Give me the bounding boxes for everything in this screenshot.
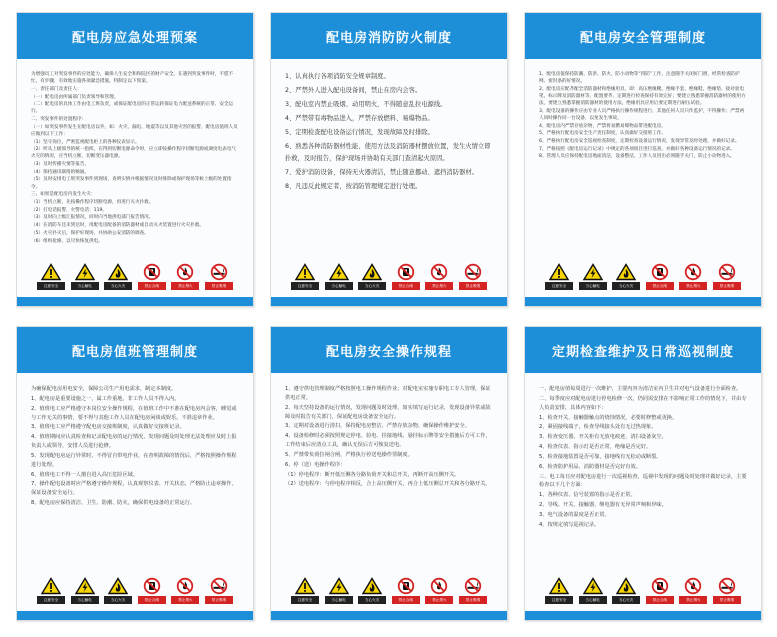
no-fire-icon: [683, 577, 703, 595]
exclamation-warning-icon: [41, 263, 61, 281]
clause-text: 5、发现配电房运行异常时，不得冒自带电作业，在查明故障的情况后，严格按照操作规程进行处理。: [31, 452, 237, 468]
no-fire-icon: [429, 577, 449, 595]
safety-sign: [104, 263, 132, 293]
no-switch-icon: [142, 263, 162, 281]
safety-sign: [358, 577, 386, 607]
clause-text: 3、电气设备的温度是否正常。: [539, 511, 610, 518]
lightning-warning-icon: [75, 577, 95, 595]
clause-text: 7、操作配电设备时应严格遵守操作规程，认真观察仪表、开关状态，严格防止违章操作，保证设备安全运行。: [31, 481, 237, 497]
panel-operation-rules: [270, 326, 508, 621]
fire-warning-icon: [362, 577, 382, 595]
safety-sign: [325, 263, 353, 293]
safety-sign-label: 当心触电: [325, 596, 353, 604]
clause-text: 5、定期检查配电设备运行情况，发现故障及时排除。: [285, 128, 434, 136]
exclamation-warning-icon: [295, 263, 315, 281]
clause-text: 2、导线、开关、接触器、继电器有无异常声响和异味。: [539, 502, 667, 509]
safety-sign: [291, 577, 319, 607]
panel-title: 配电房消防防火制度: [325, 30, 452, 46]
clause-text: 8、管理人员应保持配电房地面清洁，设备整洁，工作人员进出必须随手关门，防止小动物进入。: [539, 154, 735, 160]
panel-title: 定期检查维护及日常巡视制度: [551, 344, 734, 360]
lightning-warning-icon: [75, 263, 95, 281]
clause-text: 为确保配电房用电安全，保障公司生产用电需求，制定本制度。: [31, 386, 177, 392]
safety-sign-label: 当心触电: [579, 596, 607, 604]
clause-text: 4、检查仪表、指示灯是否正常，绝缘是否完好。: [539, 444, 652, 451]
safety-sign: [579, 577, 607, 607]
clause-text: 6、停（送）电操作程序：: [285, 461, 346, 468]
no-smoking-icon: [463, 577, 483, 595]
panel-header: [17, 13, 253, 59]
safety-sign-label: 当心火灾: [612, 282, 640, 290]
clause-text: （1）坚守岗位，严密监视配电柜上的各种仪表显示。: [31, 139, 140, 145]
clause-text: 6、严格执行配电房安全巡视检查制度，定期检查设备运行情况，发现异常及时处理，并做好记录。: [539, 138, 740, 144]
safety-sign-label: 当心火灾: [358, 596, 386, 604]
safety-sign-label: 禁止烟火: [171, 596, 199, 604]
safety-sign-label: 当心触电: [71, 282, 99, 290]
safety-sign: [679, 577, 707, 607]
safety-sign: [425, 577, 453, 607]
clause-text: （5）及时安排电工班突发事件到现场，查明实情并根据情况及时排除或保护现场等候上级的处置指令。: [31, 177, 232, 190]
no-smoking-icon: [209, 577, 229, 595]
safety-sign: [37, 577, 65, 607]
panel-footer-bar: [17, 611, 253, 620]
clause-text: 6、值班电工不得一人擅自进入高压危险区域。: [31, 471, 139, 478]
safety-sign: [138, 263, 166, 293]
no-fire-icon: [175, 263, 195, 281]
clause-text: 2、严禁外人进入配电设备间，禁止在房内会客。: [285, 86, 422, 94]
safety-sign: [392, 577, 420, 607]
safety-sign: [104, 577, 132, 607]
safety-sign-label: 当心触电: [71, 596, 99, 604]
safety-sign: [358, 263, 386, 293]
safety-sign-label: 禁止烟火: [171, 282, 199, 290]
clause-text: 1、遵守供电管理制度严格按照电工操作规程作业；对配电室实施专职电工专人管理，保证供电正常。: [285, 386, 491, 401]
clause-text: 三、电工每日应对配电房进行一次巡视检查，巡视中发现的问题及时处理并做好记录，主要检查以下几个方面：: [539, 473, 747, 489]
safety-sign-label: 禁止吸烟: [205, 282, 233, 290]
no-smoking-icon: [717, 577, 737, 595]
clause-text: （5）火灾扑灭后，保护好现场，并协助公安消防的调查。: [31, 230, 149, 236]
no-switch-icon: [142, 577, 162, 595]
safety-sign-label: 注意安全: [545, 282, 573, 290]
clause-text: 3、定期对设备进行清扫，保持配电房整洁、严禁存放杂物，确保操作维护安全。: [285, 423, 470, 430]
no-fire-icon: [683, 263, 703, 281]
panel-footer-bar: [271, 611, 507, 620]
clause-text: 5、严格执行配电房安全生产责任制度，认真做好交接班工作。: [539, 131, 666, 137]
safety-sign: [679, 263, 707, 293]
panel-header: [271, 327, 507, 373]
safety-sign-label: 注意安全: [291, 596, 319, 604]
safety-sign-label: 当心火灾: [104, 596, 132, 604]
safety-sign: [713, 263, 741, 293]
panel-title: 配电房安全操作规程: [325, 344, 452, 360]
clause-text: （一）如突发事件发生在配电房以外，如：火灾、漏电、地震等以及其他灾害的报警，配电房值班人员应做到以下工作：: [31, 124, 238, 137]
clause-text: （6）组织抢修，以尽快恢复供电。: [31, 238, 103, 244]
safety-sign-label: 禁止烟火: [425, 596, 453, 604]
clause-text: 二、每季度应对配电房进行停电检修一次，仍同需安排在不影响正常工作的情况下，并由专人负责安排，具体内容如下：: [539, 395, 747, 411]
safety-sign: [545, 263, 573, 293]
safety-sign-label: 注意安全: [37, 596, 65, 604]
no-switch-icon: [650, 263, 670, 281]
panel-title: 配电房应急处理预案: [71, 30, 198, 46]
clause-text: 3、检查变压器、开关柜有无放电痕迹，清扫设备灰尘。: [539, 434, 667, 441]
safety-sign: [291, 263, 319, 293]
clause-text: 2、值班电工应严格遵守本岗位安全操作规程，在值班工作中不准在配电房内会客，睡觉或与工作无关的事情，要不得与其他工作人员在配电房闲谈或娱乐。不准违章作业。: [31, 405, 237, 421]
panel-body: [539, 385, 747, 577]
clause-text: 一、责任部门及责任人：: [31, 86, 82, 92]
safety-sign-row: [545, 577, 741, 607]
clause-text: 7、严格按照《配电房运行记录》中规定的各项项目进行巡查，并做好各种设备运行情况的记录。: [539, 146, 735, 152]
clause-text: 4、严禁带有毒物品进入，严禁存放燃料、易爆物品。: [285, 114, 434, 122]
fire-warning-icon: [108, 263, 128, 281]
clause-text: 1、检查开关、接触器触点的烧蚀情况，必要时修整或更换。: [539, 414, 678, 421]
safety-sign: [138, 577, 166, 607]
safety-sign-label: 禁止吸烟: [459, 282, 487, 290]
clause-text: （3）及时传播灾情等报告。: [31, 162, 90, 168]
safety-sign: [545, 577, 573, 607]
panel-body: [539, 71, 747, 263]
clause-text: 6、熟悉各种消防器材性能、使用方法及消防器材摆放位置，发生火情立即扑救，及时报告，保护现场并协助有关部门查清起火原因。: [285, 142, 491, 162]
exclamation-warning-icon: [549, 263, 569, 281]
safety-sign-label: 禁止吸烟: [713, 282, 741, 290]
panel-body: [31, 385, 239, 577]
clause-text: 2、每天坚持设备的运行情况，发现问题及时处理，如实填写运行记录，发现设备异常或故障及时报告有关部门，保证配电房设备安全运行。: [285, 404, 491, 420]
safety-sign-label: 禁止吸烟: [205, 596, 233, 604]
clause-text: （4）保持通讯联络的畅通。: [31, 169, 90, 175]
safety-sign-label: 当心触电: [325, 282, 353, 290]
clause-text: （1）停电程序：断开低压侧各分路负荷开关和总开关，再断开高压侧开关。: [285, 471, 460, 478]
safety-sign-label: 禁止吸烟: [459, 596, 487, 604]
safety-sign: [171, 263, 199, 293]
clause-text: 5、检查接地装置是否可靠，接地线有无松动或断裂。: [539, 453, 662, 460]
safety-sign: [612, 263, 640, 293]
clause-text: 3、配电设备的操作应由专业人员严格执行操作规程进行，其他任何人员只作监护，不得操作；严禁两人同时操作同一台设备，以免发生事故。: [539, 108, 745, 121]
safety-sign: [71, 577, 99, 607]
exclamation-warning-icon: [295, 577, 315, 595]
safety-sign: [37, 263, 65, 293]
safety-sign-label: 注意安全: [545, 596, 573, 604]
no-fire-icon: [429, 263, 449, 281]
panel-fire-prevention: [270, 12, 508, 307]
clause-text: 1、各种仪表、信号装置的指示是否正常。: [539, 492, 636, 499]
clause-text: （2）听从上级领导的统一指挥，在得到切断电源命令时，应立即按操作程序切断电源或调度电表电气火灾的情况，应当机立断，切断变压器电源。: [31, 147, 237, 160]
safety-sign-label: 禁止烟火: [679, 596, 707, 604]
lightning-warning-icon: [329, 263, 349, 281]
panel-footer-bar: [525, 297, 761, 306]
exclamation-warning-icon: [41, 577, 61, 595]
panel-header: [271, 13, 507, 59]
clause-text: （4）在消防车还未到达时，用配电房配备的消防器材或自动灭火装置进行火灾扑救。: [31, 223, 204, 229]
safety-sign-row: [291, 577, 487, 607]
safety-sign-label: 禁止合闸: [138, 282, 166, 290]
panel-title: 配电房安全管理制度: [579, 30, 706, 46]
clause-text: 8、配电房应保持清洁、卫生、防潮、防火，确保供电设备的正常运行。: [31, 500, 196, 507]
panel-body: [285, 385, 493, 577]
safety-sign: [425, 263, 453, 293]
clause-text: 2、配电房应配齐配全消防器材和绝缘用具，即：高压绝缘靴、绝缘手套、绝缘鞋、绝缘垫、接对验电笔、标示牌及消防器材等，配置要齐、定期进行检查保持有效完好；要建立熟悉掌握消防器材的使用方法，要建立熟悉掌握消防器材的使用方法，绝缘用具应用后要定期进行耐压试验。: [539, 86, 746, 107]
safety-sign: [325, 577, 353, 607]
clause-text: 3、值班电工应严格遵守配电房交接班制度，认真做好交接班记录。: [31, 424, 185, 431]
clause-text: 一、配电房值每周进行一次维护，主要内容为清洁室内卫生并对电气设备进行全面检查。: [539, 386, 742, 392]
safety-sign: [459, 577, 487, 607]
clause-text: 1、认真执行各项消防安全规章制度。: [285, 73, 390, 80]
safety-sign-label: 注意安全: [37, 282, 65, 290]
panel-body: [31, 71, 239, 263]
safety-sign: [459, 263, 487, 293]
clause-text: 5、严禁带负荷拉闸合闸，严格执行停送电操作票制度。: [285, 451, 413, 458]
safety-sign-label: 禁止合闸: [646, 596, 674, 604]
clause-text: （1）当机立断，先按操作程序切断电源，再进行灭火扑救。: [31, 199, 154, 205]
safety-sign-label: 禁止烟火: [679, 282, 707, 290]
no-switch-icon: [650, 577, 670, 595]
clause-text: 为增强员工对突发事件的应处能力，确保人生安全和和院区的财产安全，在遇到突发事件时，不慌不忙，有步骤，有效地实施各项紧急措施。特制定以下预案。: [31, 72, 234, 85]
clause-text: （2）打电话报警，火警电话：119。: [31, 207, 108, 213]
no-smoking-icon: [209, 263, 229, 281]
safety-sign-label: 禁止合闸: [138, 596, 166, 604]
fire-warning-icon: [362, 263, 382, 281]
clause-text: 8、凡违反此规定者，按消防管理规定进行处理。: [285, 182, 422, 190]
fire-warning-icon: [616, 577, 636, 595]
safety-sign: [205, 263, 233, 293]
safety-sign: [646, 263, 674, 293]
panel-duty-management: [16, 326, 254, 621]
safety-sign: [171, 577, 199, 607]
safety-sign-row: [37, 263, 233, 293]
safety-sign-label: 注意安全: [291, 282, 319, 290]
safety-sign: [579, 263, 607, 293]
panel-emergency-plan: [16, 12, 254, 307]
panel-header: [525, 13, 761, 59]
safety-sign-label: 当心触电: [579, 282, 607, 290]
safety-sign-label: 当心火灾: [104, 282, 132, 290]
lightning-warning-icon: [329, 577, 349, 595]
safety-sign-label: 禁止烟火: [425, 282, 453, 290]
panel-header: [525, 327, 761, 373]
panel-header: [17, 327, 253, 373]
safety-sign: [71, 263, 99, 293]
exclamation-warning-icon: [549, 577, 569, 595]
safety-sign-row: [37, 577, 233, 607]
panel-body: [285, 71, 493, 263]
lightning-warning-icon: [583, 577, 603, 595]
clause-text: 1、配电房是重要设施之一，属工作重地，非工作人员不得入内。: [31, 395, 180, 402]
safety-sign-label: 当心火灾: [612, 596, 640, 604]
safety-sign: [205, 577, 233, 607]
clause-text: 1、配电房值保持防潮、防洪、防火、防小动物等“四防”工作，注意随手关闭好门窗，经常检查防护网、密封条的好情况。: [539, 72, 740, 85]
lightning-warning-icon: [583, 263, 603, 281]
clause-text: 4、设备检修时必须按照规定停电、验电、挂接地线、悬挂标示牌等安全措施后方可工作，工作结束后应清点工具，确认无误后方可恢复送电。: [285, 433, 491, 449]
panel-footer-bar: [271, 297, 507, 306]
no-smoking-icon: [717, 263, 737, 281]
safety-sign: [713, 577, 741, 607]
clause-text: （一）配电房由所属部门负责领导和管理。: [31, 94, 119, 100]
clause-text: 二、突发事件的处置程序：: [31, 117, 87, 123]
panel-safety-management: [524, 12, 762, 307]
safety-sign: [646, 577, 674, 607]
clause-text: 三、如果是配电房内发生火灾：: [31, 192, 96, 198]
clause-text: 2、紧固接线端子，检查导线接头处有无过热现象。: [539, 424, 657, 431]
panel-footer-bar: [525, 611, 761, 620]
clause-text: 6、检查防护用品、消防器材是否完好有效。: [539, 463, 641, 470]
safety-sign-label: 当心火灾: [358, 282, 386, 290]
panel-inspection-patrol: [524, 326, 762, 621]
fire-warning-icon: [108, 577, 128, 595]
no-switch-icon: [396, 263, 416, 281]
clause-text: （2）送电程序：与停电程序相反，合上高压侧开关，再合上低压侧总开关和各分路开关。: [285, 481, 491, 488]
safety-sign-label: 禁止吸烟: [713, 596, 741, 604]
safety-sign-row: [291, 263, 487, 293]
panel-title: 配电房值班管理制度: [71, 344, 198, 360]
safety-sign: [612, 577, 640, 607]
no-fire-icon: [175, 577, 195, 595]
safety-sign-label: 禁止合闸: [646, 282, 674, 290]
no-switch-icon: [396, 577, 416, 595]
safety-sign-row: [545, 263, 741, 293]
fire-warning-icon: [616, 263, 636, 281]
no-smoking-icon: [463, 263, 483, 281]
safety-sign: [392, 263, 420, 293]
clause-text: 7、爱护消防设备，保持无火器清洁，禁止随意挪动、遮挡消防器材。: [285, 168, 478, 176]
safety-sign-label: 禁止合闸: [392, 282, 420, 290]
clause-text: （3）及时向上级汇报情况，同时向当地供电部门报告情况。: [31, 215, 154, 221]
clause-text: 4、按规定填写巡视记录。: [539, 521, 600, 528]
panel-footer-bar: [17, 297, 253, 306]
clause-text: 4、配电房内严禁存放杂物，严禁将易燃易爆物品带进配电房。: [539, 123, 666, 129]
clause-text: 4、值班期间应认真检查和记录配电房的运行情况，发现问题及时处理无法处理应及时上报负责人或领导，安排人员进行抢修。: [31, 434, 237, 450]
clause-text: （二）配电房的具体工作由电工班负责，或保证配电房的正常运转保证电力配送系统的正常、安全运行。: [31, 102, 234, 115]
safety-sign-label: 禁止合闸: [392, 596, 420, 604]
clause-text: 3、配电室内禁止吸烟、动用明火，不得随意乱拉电源线。: [285, 100, 447, 108]
